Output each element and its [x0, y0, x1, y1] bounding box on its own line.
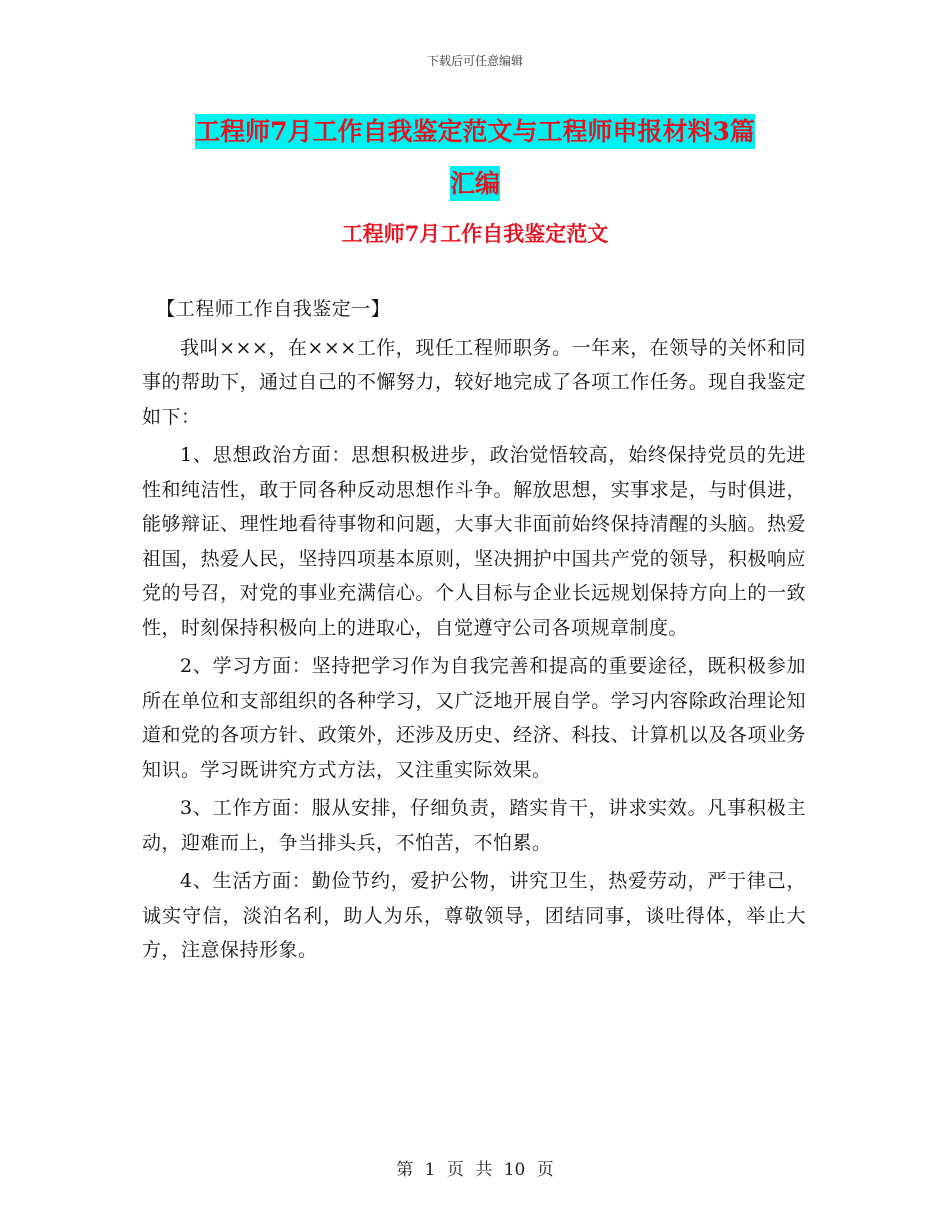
document-title — [150, 106, 800, 210]
page-header-note: 下载后可任意编辑 — [426, 54, 523, 68]
subsection-heading: 【工程师工作自我鉴定一】 — [156, 298, 391, 320]
document-title-line-2: 汇编 — [450, 166, 500, 201]
document-body — [142, 292, 806, 972]
section-title: 工程师7月工作自我鉴定范文 — [341, 221, 609, 246]
paragraph-study: 2、学习方面：坚持把学习作为自我完善和提高的重要途径，既积极参加所在单位和支部组织的各种学习，又广泛地开展自学。学习内容除政治理论知道和党的各项方针、政策外，还涉及历史、经济、科技、计算机以及各项业务知识。学习既讲究方式方法，又注重实际效果。 — [142, 655, 806, 781]
paragraph-work: 3、工作方面：服从安排，仔细负责，踏实肯干，讲求实效。凡事积极主动，迎难而上，争当排头兵，不怕苦，不怕累。 — [142, 797, 806, 854]
paragraph-politics: 1、思想政治方面：思想积极进步，政治觉悟较高，始终保持党员的先进性和纯洁性，敢于同各种反动思想作斗争。解放思想，实事求是，与时俱进，能够辩证、理性地看待事物和问题，大事大非面前始终保持清醒的头脑。热爱祖国，热爱人民，坚持四项基本原则，坚决拥护中国共产党的领导，积极响应党的号召，对党的事业充满信心。个人目标与企业长远规划保持方向上的一致性，时刻保持积极向上的进取心，自觉遵守公司各项规章制度。 — [142, 444, 806, 639]
page-number-footer: 第 1 页 共 10 页 — [396, 1160, 554, 1180]
document-title-line-1: 工程师7月工作自我鉴定范文与工程师申报材料3篇 — [195, 114, 755, 149]
paragraph-life: 4、生活方面：勤俭节约，爱护公物，讲究卫生，热爱劳动，严于律己，诚实守信，淡泊名利，助人为乐，尊敬领导，团结同事，谈吐得体，举止大方，注意保持形象。 — [142, 870, 806, 961]
paragraph-intro: 我叫×××，在×××工作，现任工程师职务。一年来，在领导的关怀和同事的帮助下，通过自己的不懈努力，较好地完成了各项工作任务。现自我鉴定如下： — [142, 336, 806, 428]
